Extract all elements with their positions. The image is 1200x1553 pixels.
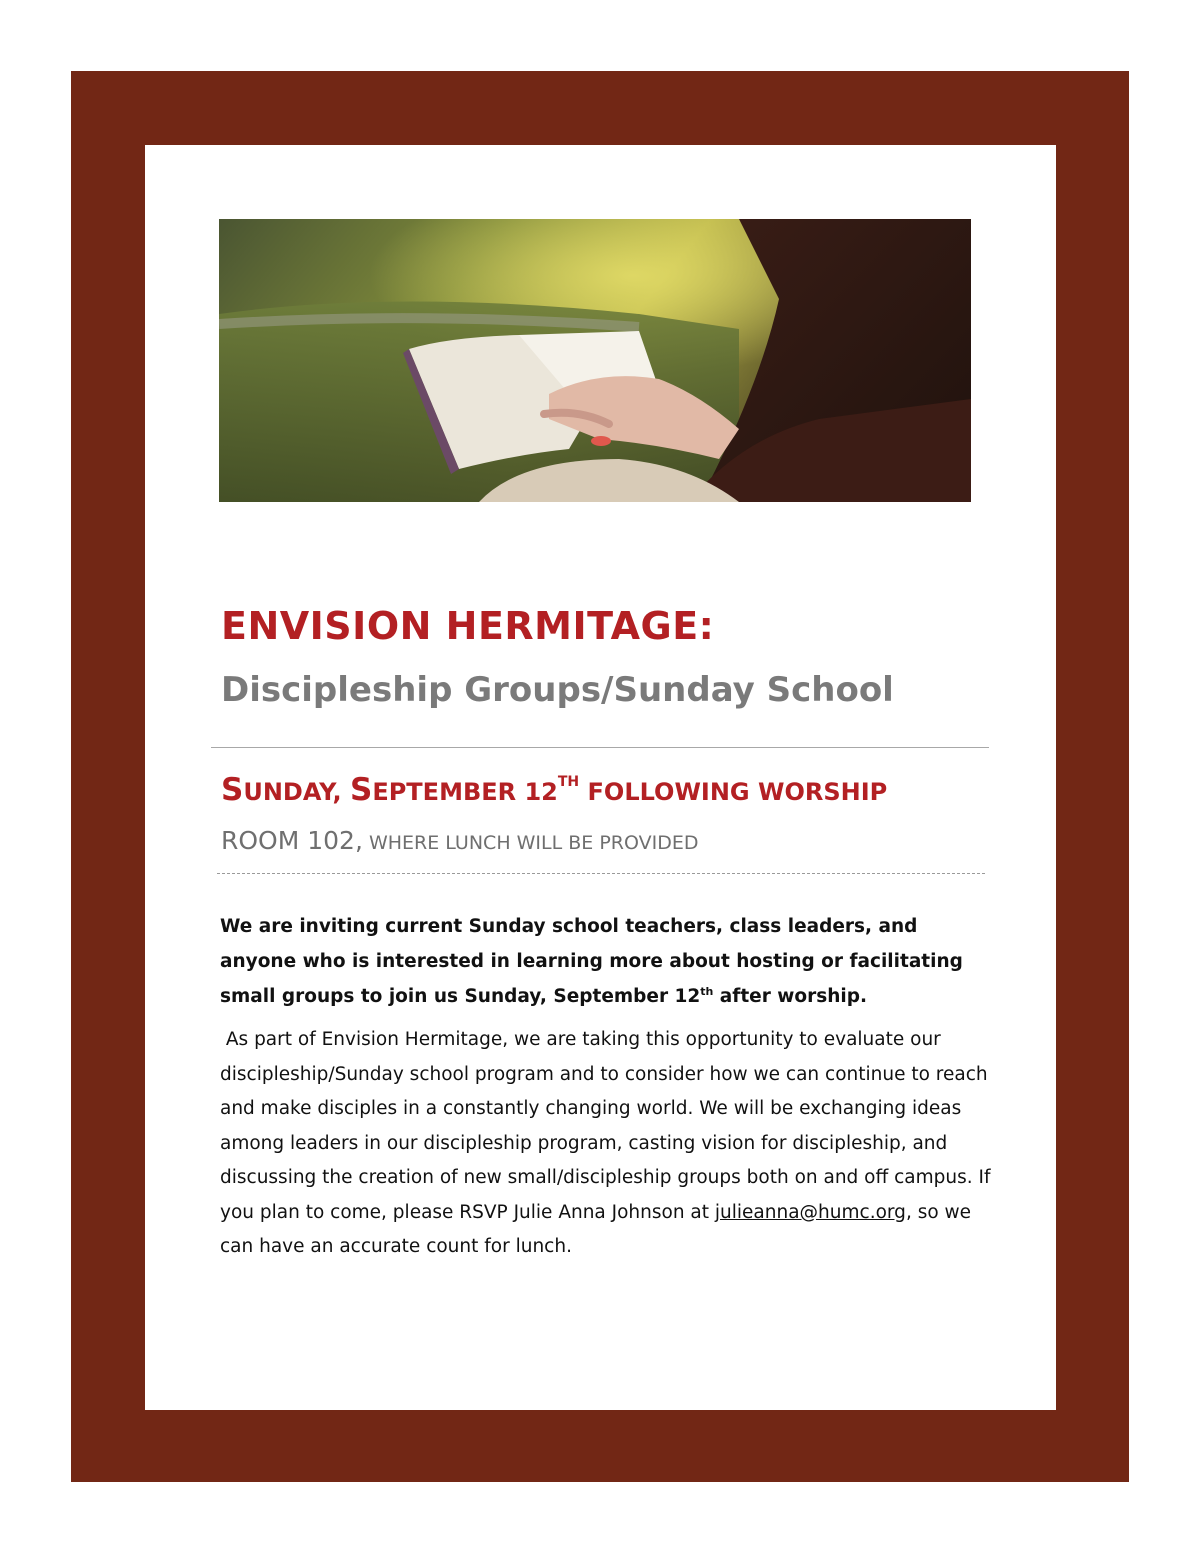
body-text: As part of Envision Hermitage, we are taking this opportunity to evaluate our discipleship/Sunday school program and to consider how we can continue to reach and make disciples in a constantly changing world. We will be exchanging ideas among leaders in our discipleship program, casting vision for discipleship, and discussing the creation of new small/discipleship groups both on and off campus. If you plan to come, please RSVP Julie Anna Johnson at [220, 1029, 991, 1223]
event-date-heading [221, 772, 887, 808]
room-initial: R [221, 826, 239, 855]
rsvp-email-link[interactable]: julieanna@humc.org [714, 1201, 906, 1223]
body-text-end: , so we can have an accurate count for lunch. [220, 1201, 972, 1257]
body-paragraph [220, 1023, 995, 1265]
event-ordinal: TH [557, 774, 580, 790]
flyer-title: ENVISION HERMITAGE: [221, 604, 715, 648]
person-reading-book-photo [219, 219, 971, 502]
flyer-subtitle: Discipleship Groups/Sunday School [221, 670, 894, 710]
intro-after: after worship. [713, 986, 868, 1007]
intro-paragraph [220, 909, 990, 1014]
event-day-rest: UNDAY, [243, 778, 342, 806]
intro-ordinal: th [700, 984, 714, 998]
divider-dotted [217, 873, 985, 874]
event-month-initial: S [349, 772, 373, 808]
room-rest: OOM 102, [238, 826, 363, 855]
event-month-rest: EPTEMBER 12 [372, 778, 558, 806]
divider-solid [211, 747, 989, 748]
location-detail: WHERE LUNCH WILL BE PROVIDED [368, 832, 699, 854]
intro-text: We are inviting current Sunday school teachers, class leaders, and anyone who is interested in learning more about hosting or facilitating small groups to join us Sunday, September 12 [220, 916, 963, 1007]
event-following-text: FOLLOWING WORSHIP [587, 778, 888, 806]
event-location [221, 826, 698, 855]
event-day-initial: S [221, 772, 244, 808]
